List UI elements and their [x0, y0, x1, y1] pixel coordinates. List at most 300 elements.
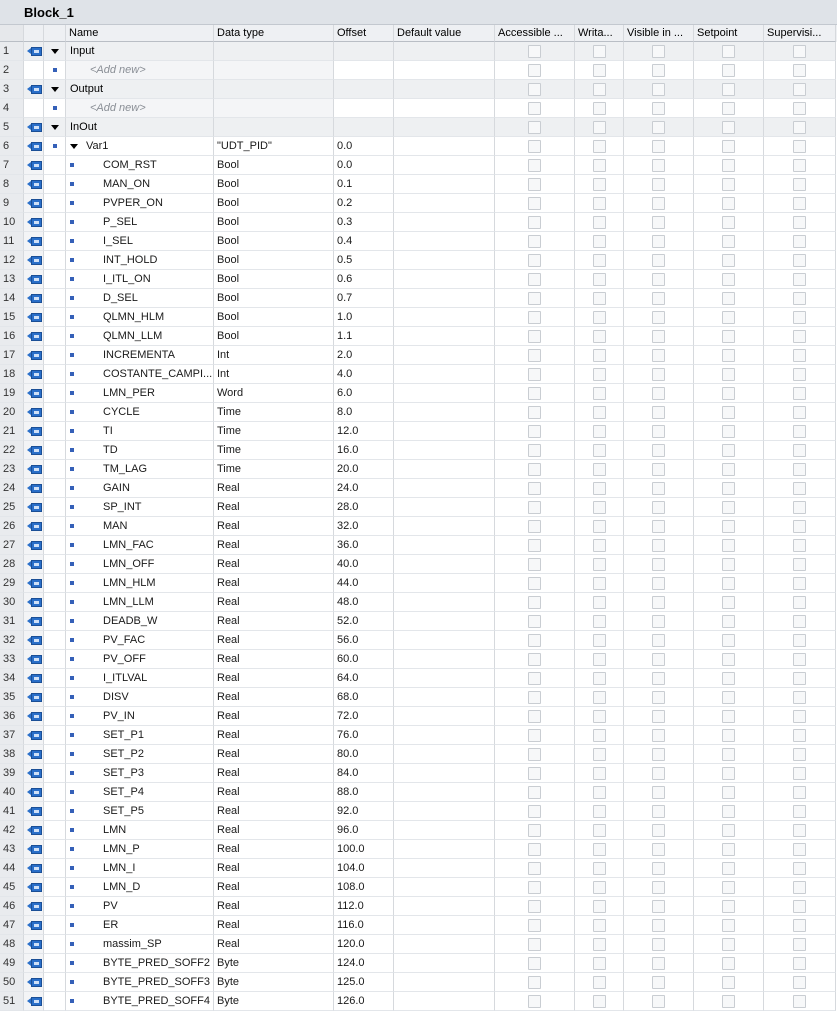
table-row[interactable]: [0, 574, 837, 593]
default-value-cell[interactable]: [394, 992, 495, 1011]
setpoint-checkbox[interactable]: [722, 919, 735, 932]
table-row[interactable]: [0, 631, 837, 650]
default-value-cell[interactable]: [394, 289, 495, 308]
accessible-checkbox[interactable]: [528, 273, 541, 286]
setpoint-checkbox[interactable]: [722, 482, 735, 495]
column-header-supervision[interactable]: Supervisi...: [764, 25, 836, 42]
setpoint-checkbox[interactable]: [722, 140, 735, 153]
writable-checkbox[interactable]: [593, 824, 606, 837]
writable-checkbox[interactable]: [593, 900, 606, 913]
accessible-checkbox[interactable]: [528, 501, 541, 514]
supervision-checkbox[interactable]: [793, 558, 806, 571]
setpoint-checkbox[interactable]: [722, 805, 735, 818]
setpoint-checkbox[interactable]: [722, 577, 735, 590]
accessible-checkbox[interactable]: [528, 748, 541, 761]
member-name-cell[interactable]: [66, 270, 214, 289]
table-row[interactable]: [0, 232, 837, 251]
column-header-data-type[interactable]: Data type: [214, 25, 334, 42]
table-row[interactable]: [0, 555, 837, 574]
default-value-cell[interactable]: [394, 156, 495, 175]
data-type-cell[interactable]: Bool: [214, 270, 334, 289]
accessible-checkbox[interactable]: [528, 615, 541, 628]
default-value-cell[interactable]: [394, 137, 495, 156]
writable-checkbox[interactable]: [593, 957, 606, 970]
table-row[interactable]: [0, 954, 837, 973]
member-name-cell[interactable]: [66, 460, 214, 479]
expand-cell[interactable]: [44, 118, 66, 137]
default-value-cell[interactable]: [394, 479, 495, 498]
setpoint-checkbox[interactable]: [722, 672, 735, 685]
supervision-checkbox[interactable]: [793, 501, 806, 514]
collapse-triangle-icon[interactable]: [51, 87, 59, 92]
data-type-cell[interactable]: Real: [214, 650, 334, 669]
accessible-checkbox[interactable]: [528, 140, 541, 153]
supervision-checkbox[interactable]: [793, 577, 806, 590]
writable-checkbox[interactable]: [593, 729, 606, 742]
writable-checkbox[interactable]: [593, 919, 606, 932]
setpoint-checkbox[interactable]: [722, 425, 735, 438]
data-type-cell[interactable]: Int: [214, 365, 334, 384]
data-type-cell[interactable]: Bool: [214, 308, 334, 327]
table-row[interactable]: [0, 859, 837, 878]
visible-checkbox[interactable]: [652, 330, 665, 343]
accessible-checkbox[interactable]: [528, 159, 541, 172]
default-value-cell[interactable]: [394, 916, 495, 935]
visible-checkbox[interactable]: [652, 976, 665, 989]
setpoint-checkbox[interactable]: [722, 900, 735, 913]
setpoint-checkbox[interactable]: [722, 691, 735, 704]
setpoint-checkbox[interactable]: [722, 387, 735, 400]
setpoint-checkbox[interactable]: [722, 406, 735, 419]
accessible-checkbox[interactable]: [528, 387, 541, 400]
setpoint-checkbox[interactable]: [722, 178, 735, 191]
member-name-cell[interactable]: [66, 308, 214, 327]
table-row[interactable]: [0, 460, 837, 479]
default-value-cell[interactable]: [394, 194, 495, 213]
supervision-checkbox[interactable]: [793, 729, 806, 742]
supervision-checkbox[interactable]: [793, 368, 806, 381]
supervision-checkbox[interactable]: [793, 824, 806, 837]
collapse-triangle-icon[interactable]: [70, 144, 78, 149]
setpoint-checkbox[interactable]: [722, 843, 735, 856]
supervision-checkbox[interactable]: [793, 349, 806, 362]
column-header-name[interactable]: Name: [66, 25, 214, 42]
collapse-triangle-icon[interactable]: [51, 125, 59, 130]
setpoint-checkbox[interactable]: [722, 501, 735, 514]
writable-checkbox[interactable]: [593, 653, 606, 666]
setpoint-checkbox[interactable]: [722, 311, 735, 324]
table-row[interactable]: [0, 726, 837, 745]
visible-checkbox[interactable]: [652, 843, 665, 856]
supervision-checkbox[interactable]: [793, 463, 806, 476]
setpoint-checkbox[interactable]: [722, 159, 735, 172]
table-row[interactable]: [0, 422, 837, 441]
writable-checkbox[interactable]: [593, 995, 606, 1008]
member-name-cell[interactable]: [66, 631, 214, 650]
table-row[interactable]: [0, 688, 837, 707]
supervision-checkbox[interactable]: [793, 919, 806, 932]
table-row[interactable]: [0, 612, 837, 631]
data-type-cell[interactable]: Real: [214, 631, 334, 650]
writable-checkbox[interactable]: [593, 178, 606, 191]
accessible-checkbox[interactable]: [528, 64, 541, 77]
member-name-cell[interactable]: [66, 384, 214, 403]
table-row[interactable]: [0, 270, 837, 289]
visible-checkbox[interactable]: [652, 805, 665, 818]
data-type-cell[interactable]: Real: [214, 916, 334, 935]
supervision-checkbox[interactable]: [793, 197, 806, 210]
visible-checkbox[interactable]: [652, 558, 665, 571]
visible-checkbox[interactable]: [652, 216, 665, 229]
supervision-checkbox[interactable]: [793, 444, 806, 457]
supervision-checkbox[interactable]: [793, 976, 806, 989]
accessible-checkbox[interactable]: [528, 767, 541, 780]
setpoint-checkbox[interactable]: [722, 83, 735, 96]
default-value-cell[interactable]: [394, 764, 495, 783]
data-type-cell[interactable]: Real: [214, 821, 334, 840]
member-name-cell[interactable]: [66, 194, 214, 213]
data-type-cell[interactable]: Real: [214, 783, 334, 802]
member-name-cell[interactable]: [66, 764, 214, 783]
visible-checkbox[interactable]: [652, 672, 665, 685]
supervision-checkbox[interactable]: [793, 330, 806, 343]
accessible-checkbox[interactable]: [528, 786, 541, 799]
member-name-cell[interactable]: [66, 650, 214, 669]
accessible-checkbox[interactable]: [528, 178, 541, 191]
supervision-checkbox[interactable]: [793, 102, 806, 115]
table-row[interactable]: [0, 536, 837, 555]
writable-checkbox[interactable]: [593, 311, 606, 324]
expand-cell[interactable]: [44, 42, 66, 61]
supervision-checkbox[interactable]: [793, 767, 806, 780]
supervision-checkbox[interactable]: [793, 862, 806, 875]
visible-checkbox[interactable]: [652, 767, 665, 780]
supervision-checkbox[interactable]: [793, 254, 806, 267]
accessible-checkbox[interactable]: [528, 425, 541, 438]
visible-checkbox[interactable]: [652, 710, 665, 723]
writable-checkbox[interactable]: [593, 159, 606, 172]
default-value-cell[interactable]: [394, 935, 495, 954]
accessible-checkbox[interactable]: [528, 368, 541, 381]
setpoint-checkbox[interactable]: [722, 102, 735, 115]
visible-checkbox[interactable]: [652, 425, 665, 438]
accessible-checkbox[interactable]: [528, 957, 541, 970]
accessible-checkbox[interactable]: [528, 843, 541, 856]
writable-checkbox[interactable]: [593, 216, 606, 229]
member-name-cell[interactable]: [66, 669, 214, 688]
default-value-cell[interactable]: [394, 384, 495, 403]
accessible-checkbox[interactable]: [528, 406, 541, 419]
setpoint-checkbox[interactable]: [722, 767, 735, 780]
supervision-checkbox[interactable]: [793, 387, 806, 400]
writable-checkbox[interactable]: [593, 444, 606, 457]
accessible-checkbox[interactable]: [528, 102, 541, 115]
writable-checkbox[interactable]: [593, 102, 606, 115]
default-value-cell[interactable]: [394, 612, 495, 631]
writable-checkbox[interactable]: [593, 710, 606, 723]
writable-checkbox[interactable]: [593, 843, 606, 856]
column-header-visible[interactable]: Visible in ...: [624, 25, 694, 42]
struct-row[interactable]: [0, 137, 837, 156]
accessible-checkbox[interactable]: [528, 216, 541, 229]
writable-checkbox[interactable]: [593, 634, 606, 647]
visible-checkbox[interactable]: [652, 482, 665, 495]
default-value-cell[interactable]: [394, 745, 495, 764]
setpoint-checkbox[interactable]: [722, 634, 735, 647]
writable-checkbox[interactable]: [593, 805, 606, 818]
supervision-checkbox[interactable]: [793, 216, 806, 229]
data-type-cell[interactable]: Real: [214, 935, 334, 954]
accessible-checkbox[interactable]: [528, 235, 541, 248]
visible-checkbox[interactable]: [652, 292, 665, 305]
writable-checkbox[interactable]: [593, 235, 606, 248]
member-name-cell[interactable]: [66, 840, 214, 859]
add-new-row[interactable]: [0, 99, 837, 118]
table-row[interactable]: [0, 973, 837, 992]
column-header-setpoint[interactable]: Setpoint: [694, 25, 764, 42]
accessible-checkbox[interactable]: [528, 900, 541, 913]
default-value-cell[interactable]: [394, 270, 495, 289]
visible-checkbox[interactable]: [652, 919, 665, 932]
supervision-checkbox[interactable]: [793, 691, 806, 704]
supervision-checkbox[interactable]: [793, 634, 806, 647]
data-type-cell[interactable]: Bool: [214, 232, 334, 251]
member-name-cell[interactable]: [66, 422, 214, 441]
table-row[interactable]: [0, 479, 837, 498]
supervision-checkbox[interactable]: [793, 539, 806, 552]
default-value-cell[interactable]: [394, 821, 495, 840]
setpoint-checkbox[interactable]: [722, 957, 735, 970]
accessible-checkbox[interactable]: [528, 862, 541, 875]
default-value-cell[interactable]: [394, 460, 495, 479]
table-row[interactable]: [0, 992, 837, 1011]
visible-checkbox[interactable]: [652, 273, 665, 286]
visible-checkbox[interactable]: [652, 387, 665, 400]
writable-checkbox[interactable]: [593, 938, 606, 951]
data-type-cell[interactable]: Real: [214, 840, 334, 859]
default-value-cell[interactable]: [394, 802, 495, 821]
writable-checkbox[interactable]: [593, 520, 606, 533]
table-row[interactable]: [0, 802, 837, 821]
setpoint-checkbox[interactable]: [722, 45, 735, 58]
writable-checkbox[interactable]: [593, 330, 606, 343]
writable-checkbox[interactable]: [593, 140, 606, 153]
visible-checkbox[interactable]: [652, 83, 665, 96]
table-row[interactable]: [0, 821, 837, 840]
default-value-cell[interactable]: [394, 688, 495, 707]
accessible-checkbox[interactable]: [528, 558, 541, 571]
table-row[interactable]: [0, 441, 837, 460]
default-value-cell[interactable]: [394, 327, 495, 346]
accessible-checkbox[interactable]: [528, 824, 541, 837]
visible-checkbox[interactable]: [652, 634, 665, 647]
table-row[interactable]: [0, 289, 837, 308]
setpoint-checkbox[interactable]: [722, 235, 735, 248]
table-row[interactable]: [0, 346, 837, 365]
member-name-cell[interactable]: [66, 593, 214, 612]
visible-checkbox[interactable]: [652, 615, 665, 628]
writable-checkbox[interactable]: [593, 767, 606, 780]
accessible-checkbox[interactable]: [528, 995, 541, 1008]
member-name-cell[interactable]: [66, 156, 214, 175]
accessible-checkbox[interactable]: [528, 691, 541, 704]
writable-checkbox[interactable]: [593, 425, 606, 438]
supervision-checkbox[interactable]: [793, 311, 806, 324]
setpoint-checkbox[interactable]: [722, 596, 735, 609]
default-value-cell[interactable]: [394, 973, 495, 992]
accessible-checkbox[interactable]: [528, 710, 541, 723]
setpoint-checkbox[interactable]: [722, 463, 735, 476]
writable-checkbox[interactable]: [593, 387, 606, 400]
table-row[interactable]: [0, 308, 837, 327]
writable-checkbox[interactable]: [593, 501, 606, 514]
supervision-checkbox[interactable]: [793, 159, 806, 172]
setpoint-checkbox[interactable]: [722, 121, 735, 134]
table-row[interactable]: [0, 593, 837, 612]
setpoint-checkbox[interactable]: [722, 824, 735, 837]
table-row[interactable]: [0, 403, 837, 422]
member-name-cell[interactable]: [66, 954, 214, 973]
default-value-cell[interactable]: [394, 308, 495, 327]
setpoint-checkbox[interactable]: [722, 881, 735, 894]
supervision-checkbox[interactable]: [793, 64, 806, 77]
data-type-cell[interactable]: Real: [214, 878, 334, 897]
table-row[interactable]: [0, 175, 837, 194]
visible-checkbox[interactable]: [652, 900, 665, 913]
member-name-cell[interactable]: [66, 821, 214, 840]
table-row[interactable]: [0, 156, 837, 175]
accessible-checkbox[interactable]: [528, 121, 541, 134]
writable-checkbox[interactable]: [593, 463, 606, 476]
data-type-cell[interactable]: Real: [214, 574, 334, 593]
struct-name-cell[interactable]: [66, 137, 214, 156]
default-value-cell[interactable]: [394, 175, 495, 194]
accessible-checkbox[interactable]: [528, 539, 541, 552]
table-row[interactable]: [0, 764, 837, 783]
column-header-offset[interactable]: Offset: [334, 25, 394, 42]
setpoint-checkbox[interactable]: [722, 330, 735, 343]
table-row[interactable]: [0, 517, 837, 536]
data-type-cell[interactable]: Bool: [214, 175, 334, 194]
column-header-accessible[interactable]: Accessible ...: [495, 25, 575, 42]
visible-checkbox[interactable]: [652, 102, 665, 115]
default-value-cell[interactable]: [394, 403, 495, 422]
data-type-cell[interactable]: Real: [214, 802, 334, 821]
default-value-cell[interactable]: [394, 232, 495, 251]
visible-checkbox[interactable]: [652, 254, 665, 267]
default-value-cell[interactable]: [394, 669, 495, 688]
setpoint-checkbox[interactable]: [722, 444, 735, 457]
visible-checkbox[interactable]: [652, 444, 665, 457]
data-type-cell[interactable]: Bool: [214, 289, 334, 308]
supervision-checkbox[interactable]: [793, 843, 806, 856]
supervision-checkbox[interactable]: [793, 710, 806, 723]
accessible-checkbox[interactable]: [528, 254, 541, 267]
data-type-cell[interactable]: Real: [214, 536, 334, 555]
default-value-cell[interactable]: [394, 422, 495, 441]
visible-checkbox[interactable]: [652, 824, 665, 837]
writable-checkbox[interactable]: [593, 254, 606, 267]
member-name-cell[interactable]: [66, 935, 214, 954]
writable-checkbox[interactable]: [593, 83, 606, 96]
visible-checkbox[interactable]: [652, 349, 665, 362]
data-type-cell[interactable]: Bool: [214, 327, 334, 346]
supervision-checkbox[interactable]: [793, 273, 806, 286]
data-type-cell[interactable]: Real: [214, 555, 334, 574]
accessible-checkbox[interactable]: [528, 596, 541, 609]
visible-checkbox[interactable]: [652, 995, 665, 1008]
writable-checkbox[interactable]: [593, 45, 606, 58]
setpoint-checkbox[interactable]: [722, 976, 735, 989]
writable-checkbox[interactable]: [593, 577, 606, 590]
member-name-cell[interactable]: [66, 802, 214, 821]
accessible-checkbox[interactable]: [528, 634, 541, 647]
setpoint-checkbox[interactable]: [722, 539, 735, 552]
visible-checkbox[interactable]: [652, 311, 665, 324]
section-name[interactable]: Input: [66, 42, 214, 61]
default-value-cell[interactable]: [394, 517, 495, 536]
visible-checkbox[interactable]: [652, 786, 665, 799]
data-type-cell[interactable]: "UDT_PID": [214, 137, 334, 156]
member-name-cell[interactable]: [66, 403, 214, 422]
data-type-cell[interactable]: Bool: [214, 213, 334, 232]
data-type-cell[interactable]: Word: [214, 384, 334, 403]
setpoint-checkbox[interactable]: [722, 64, 735, 77]
supervision-checkbox[interactable]: [793, 805, 806, 818]
writable-checkbox[interactable]: [593, 64, 606, 77]
table-row[interactable]: [0, 498, 837, 517]
accessible-checkbox[interactable]: [528, 45, 541, 58]
accessible-checkbox[interactable]: [528, 444, 541, 457]
writable-checkbox[interactable]: [593, 292, 606, 305]
member-name-cell[interactable]: [66, 574, 214, 593]
member-name-cell[interactable]: [66, 973, 214, 992]
default-value-cell[interactable]: [394, 840, 495, 859]
accessible-checkbox[interactable]: [528, 292, 541, 305]
writable-checkbox[interactable]: [593, 596, 606, 609]
section-name[interactable]: Output: [66, 80, 214, 99]
supervision-checkbox[interactable]: [793, 748, 806, 761]
setpoint-checkbox[interactable]: [722, 729, 735, 742]
supervision-checkbox[interactable]: [793, 938, 806, 951]
accessible-checkbox[interactable]: [528, 919, 541, 932]
member-name-cell[interactable]: [66, 612, 214, 631]
visible-checkbox[interactable]: [652, 653, 665, 666]
data-type-cell[interactable]: Real: [214, 745, 334, 764]
data-type-cell[interactable]: Real: [214, 517, 334, 536]
data-type-cell[interactable]: Real: [214, 612, 334, 631]
member-name-cell[interactable]: [66, 479, 214, 498]
writable-checkbox[interactable]: [593, 881, 606, 894]
member-name-cell[interactable]: [66, 916, 214, 935]
writable-checkbox[interactable]: [593, 748, 606, 761]
writable-checkbox[interactable]: [593, 482, 606, 495]
member-name-cell[interactable]: [66, 745, 214, 764]
default-value-cell[interactable]: [394, 631, 495, 650]
supervision-checkbox[interactable]: [793, 881, 806, 894]
default-value-cell[interactable]: [394, 574, 495, 593]
visible-checkbox[interactable]: [652, 577, 665, 590]
visible-checkbox[interactable]: [652, 748, 665, 761]
table-row[interactable]: [0, 745, 837, 764]
data-type-cell[interactable]: Real: [214, 764, 334, 783]
visible-checkbox[interactable]: [652, 691, 665, 704]
visible-checkbox[interactable]: [652, 64, 665, 77]
column-header-writable[interactable]: Writa...: [575, 25, 624, 42]
member-name-cell[interactable]: [66, 251, 214, 270]
table-row[interactable]: [0, 878, 837, 897]
writable-checkbox[interactable]: [593, 558, 606, 571]
